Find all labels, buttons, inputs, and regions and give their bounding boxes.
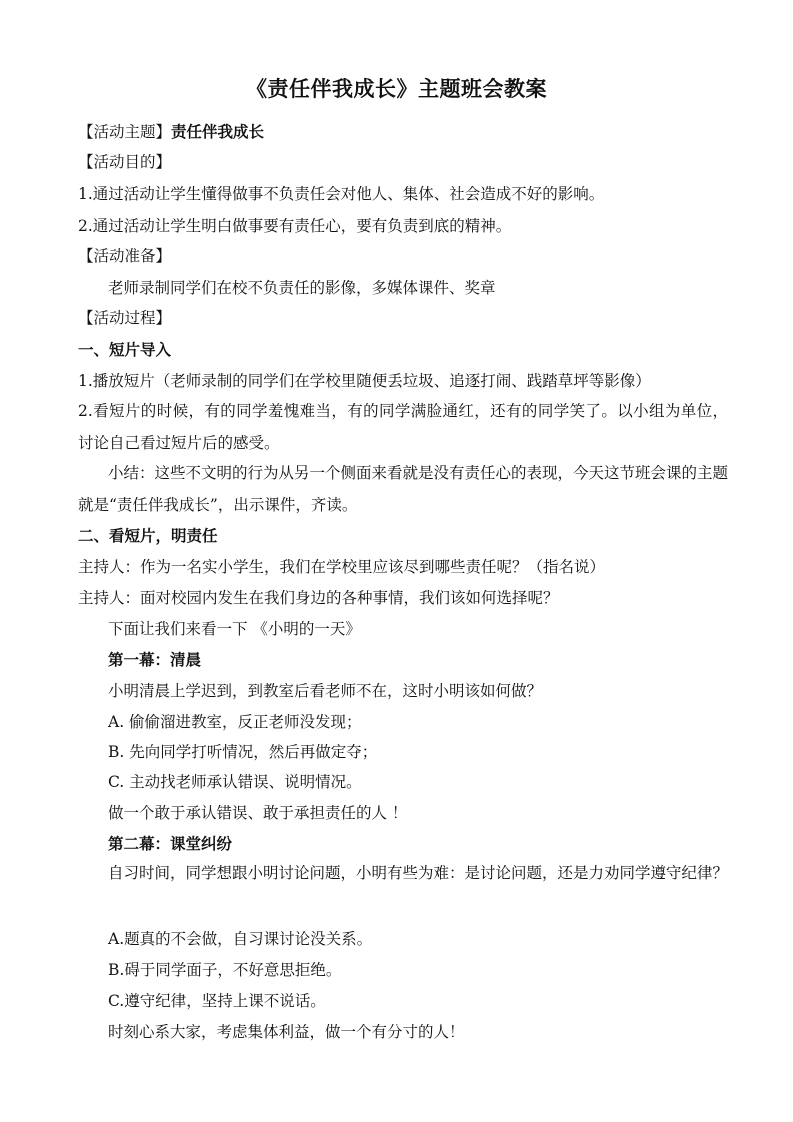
act2-option-b: B.碍于同学面子，不好意思拒绝。 [108,961,342,979]
section1-heading: 一、短片导入 [78,341,172,359]
prep-text: 老师录制同学们在校不负责任的影像，多媒体课件、奖章 [108,279,496,297]
section2-heading: 二、看短片，明责任 [78,527,218,545]
act1-option-c: C. 主动找老师承认错误、说明情况。 [108,773,362,791]
theme-line [78,121,728,143]
act1-conclusion: 做一个敢于承认错误、敢于承担责任的人 ！ [108,804,408,822]
host-line-1: 主持人：作为一名实小学生，我们在学校里应该尽到哪些责任呢？（指名说） [78,558,606,576]
theme-label: 【活动主题】 [78,123,172,141]
theme-value: 责任伴我成长 [171,123,265,141]
act2-heading: 第二幕：课堂纠纷 [108,835,233,853]
act1-question: 小明清晨上学迟到，到教室后看老师不在，这时小明该如何做？ [108,682,543,700]
act1-heading: 第一幕：清晨 [108,651,202,669]
act1-option-b: B. 先向同学打听情况，然后再做定夺； [108,743,378,761]
purpose-item-1: 1.通过活动让学生懂得做事不负责任会对他人、集体、社会造成不好的影响。 [78,185,605,203]
section1-summary: 小结：这些不文明的行为从另一个侧面来看就是没有责任心的表现，今天这节班会课的主题就是“责任伴我成长”，出示课件，齐读。 [78,464,729,514]
host-line-2: 主持人：面对校园内发生在我们身边的各种事情，我们该如何选择呢？ [78,589,559,607]
story-intro: 下面让我们来看一下 《小明的一天》 [108,620,361,638]
process-label: 【活动过程】 [78,309,172,327]
act2-conclusion: 时刻心系大家，考虑集体利益，做一个有分寸的人！ [108,1023,465,1041]
act2-option-a: A.题真的不会做，自习课讨论没关系。 [108,930,373,948]
act1-option-a: A. 偷偷溜进教室，反正老师没发现； [108,713,362,731]
section1-item-1: 1.播放短片（老师录制的同学们在学校里随便丢垃圾、追逐打闹、践踏草坪等影像） [78,372,651,390]
act2-question: 自习时间，同学想跟小明讨论问题，小明有些为难：是讨论问题，还是力劝同学遵守纪律？ [108,864,729,882]
section1-item-2: 2.看短片的时候，有的同学羞愧难当，有的同学满脸通红，还有的同学笑了。以小组为单位，讨论自己看过短片后的感受。 [78,402,728,452]
prep-label: 【活动准备】 [78,247,172,265]
purpose-label: 【活动目的】 [78,153,172,171]
act2-option-c: C.遵守纪律，坚持上课不说话。 [108,992,326,1010]
purpose-item-2: 2.通过活动让学生明白做事要有责任心，要有负责到底的精神。 [78,217,512,235]
document-title: 《责任伴我成长》主题班会教案 [246,77,547,101]
